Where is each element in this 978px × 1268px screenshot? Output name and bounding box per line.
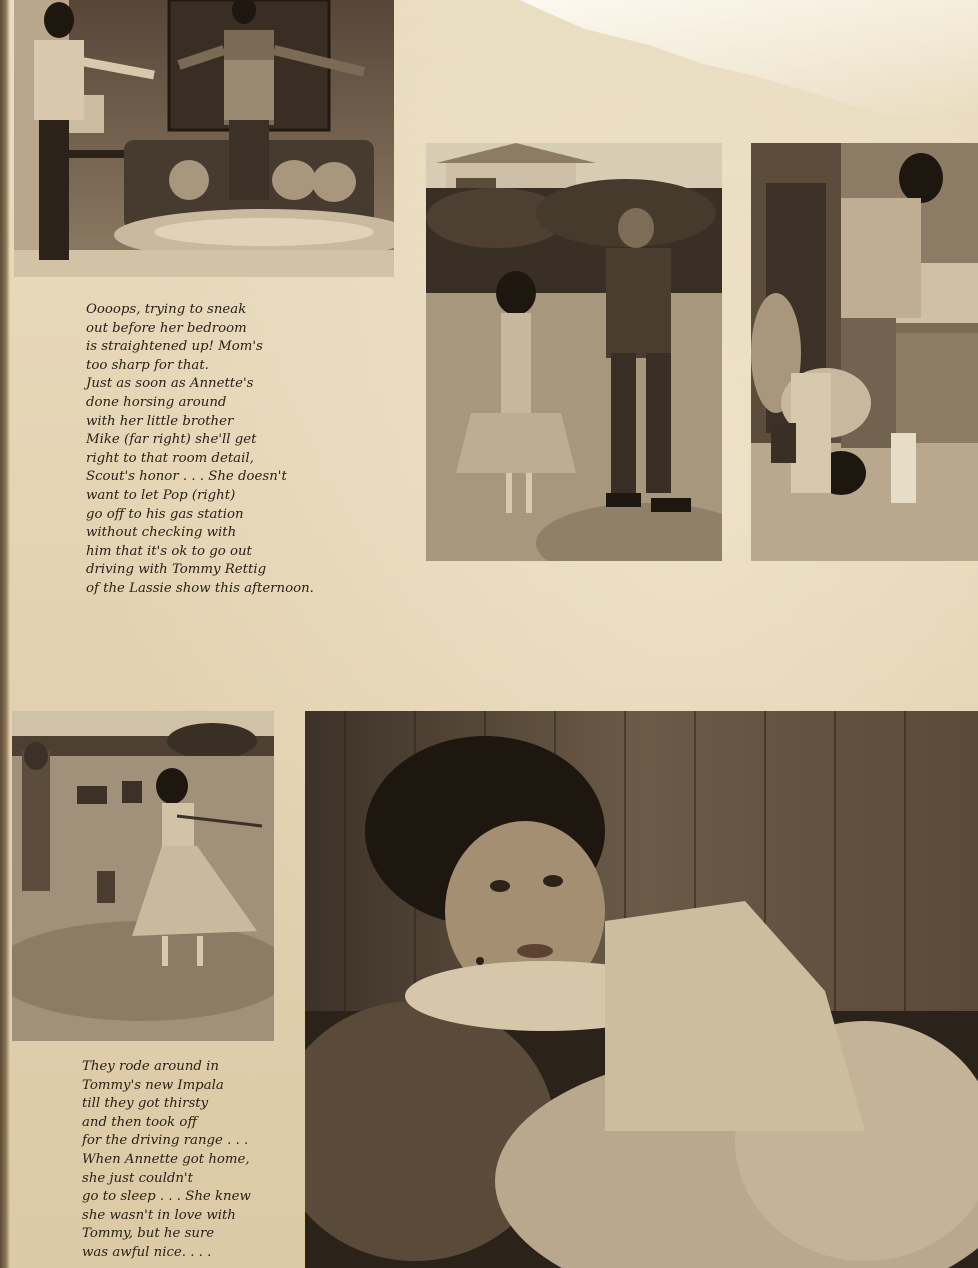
caption-bedroom-story: Oooops, trying to sneak out before her bedroom is straightened up! Mom's too sharp for that. Just as soon as Annette's done horsing around with her little brother Mike (far right) she'll get right to that room detail, Scout's honor . . . She doesn't want to let Pop (right) go off to his gas station without checking with him that it's ok to go out driving with Tommy Rettig of the Lassie show this afternoon. [86,302,314,596]
photo-bedroom-with-mom [14,0,394,277]
photo-annette-with-brother [751,143,978,561]
photo-golf-image [12,711,274,1041]
photo-portrait-on-sofa [305,711,978,1268]
photo-annette-with-pop [426,143,722,561]
photo-driving-range [12,711,274,1041]
photo-bedroom-image [14,0,394,277]
page-binding-edge [0,0,10,1268]
photo-brother-image [751,143,978,561]
torn-paper-corner [520,0,978,160]
photo-pop-image [426,143,722,561]
caption-driving-story: They rode around in Tommy's new Impala till they got thirsty and then took off for the driving range . . . When Annette got home, she just couldn't go to sleep . . . She knew she wasn't in love with Tommy, but he sure was awful nice. . . . [82,1059,251,1260]
photo-portrait-image [305,711,978,1268]
